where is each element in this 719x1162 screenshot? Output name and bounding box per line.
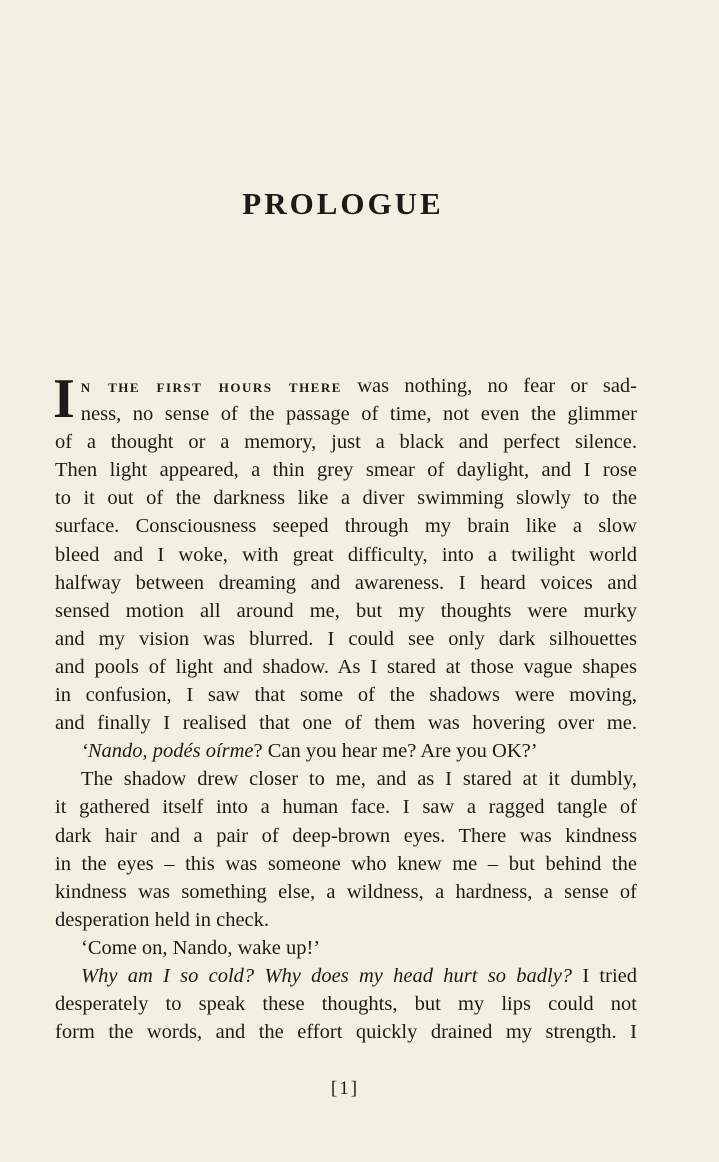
text-line — [55, 962, 637, 990]
text-segment: and pools of light and shadow. As I stared at those vague shapes — [55, 655, 637, 678]
text-segment: The shadow drew closer to me, and as I stared at it dumbly, — [81, 768, 637, 791]
text-segment: and finally I realised that one of them was hovering over me. — [55, 712, 637, 735]
text-segment: of a thought or a memory, just a black and perfect silence. — [55, 431, 637, 454]
text-line — [81, 400, 637, 428]
text-line — [55, 484, 637, 512]
body-text — [53, 368, 637, 1046]
italic-text: ‘Nando, podés oírme — [81, 740, 254, 763]
text-line — [55, 512, 637, 540]
small-caps-text: n the first hours there — [80, 376, 342, 397]
text-segment: Then light appeared, a thin grey smear of daylight, and I rose — [55, 459, 637, 482]
text-segment: ‘Come on, Nando, wake up!’ — [81, 936, 321, 959]
text-line — [55, 906, 637, 934]
text-segment: I tried — [572, 964, 637, 987]
text-segment: halfway between dreaming and awareness. I heard voices and — [55, 571, 637, 594]
page-number: [1] — [330, 1078, 360, 1099]
text-line — [55, 709, 637, 737]
text-line — [55, 990, 637, 1018]
text-segment: kindness was something else, a wildness, a hardness, a sense of — [55, 880, 637, 903]
text-segment: sensed motion all around me, but my thoughts were murky — [55, 599, 637, 622]
text-line — [55, 569, 637, 597]
text-line — [81, 372, 637, 400]
text-segment: in confusion, I saw that some of the shadows were moving, — [55, 684, 637, 707]
text-line — [55, 850, 637, 878]
text-segment: form the words, and the effort quickly drained my strength. I — [55, 1021, 637, 1044]
text-line — [55, 793, 637, 821]
text-segment: desperately to speak these thoughts, but my lips could not — [55, 993, 637, 1016]
text-line — [55, 878, 637, 906]
italic-text: Why am I so cold? Why does my head hurt so badly? — [81, 964, 573, 987]
text-line — [55, 456, 637, 484]
text-segment: ness, no sense of the passage of time, not even the glimmer — [80, 403, 637, 426]
text-segment: ? Can you hear me? Are you OK?’ — [253, 740, 538, 763]
text-segment: and my vision was blurred. I could see only dark silhouettes — [55, 627, 637, 650]
text-line — [55, 597, 637, 625]
drop-cap: I — [53, 368, 75, 430]
text-segment: bleed and I woke, with great difficulty, into a twilight world — [55, 543, 637, 566]
text-segment: to it out of the darkness like a diver swimming slowly to the — [55, 487, 637, 510]
chapter-title: PROLOGUE — [242, 186, 444, 221]
text-line — [55, 765, 637, 793]
text-segment: was nothing, no fear or sad- — [341, 375, 637, 397]
text-segment: in the eyes – this was someone who knew me – but behind the — [55, 852, 637, 875]
text-segment: desperation held in check. — [55, 908, 270, 931]
text-line — [55, 541, 637, 569]
text-line — [55, 737, 637, 765]
text-line — [55, 625, 637, 653]
text-segment: it gathered itself into a human face. I saw a ragged tangle of — [55, 796, 637, 819]
text-line — [55, 681, 637, 709]
text-segment: dark hair and a pair of deep-brown eyes. There was kindness — [55, 824, 637, 847]
text-line — [55, 822, 637, 850]
text-line — [55, 934, 637, 962]
text-line — [55, 428, 637, 456]
text-line — [55, 1018, 637, 1046]
text-line — [55, 653, 637, 681]
text-segment: surface. Consciousness seeped through my brain like a slow — [55, 515, 637, 538]
